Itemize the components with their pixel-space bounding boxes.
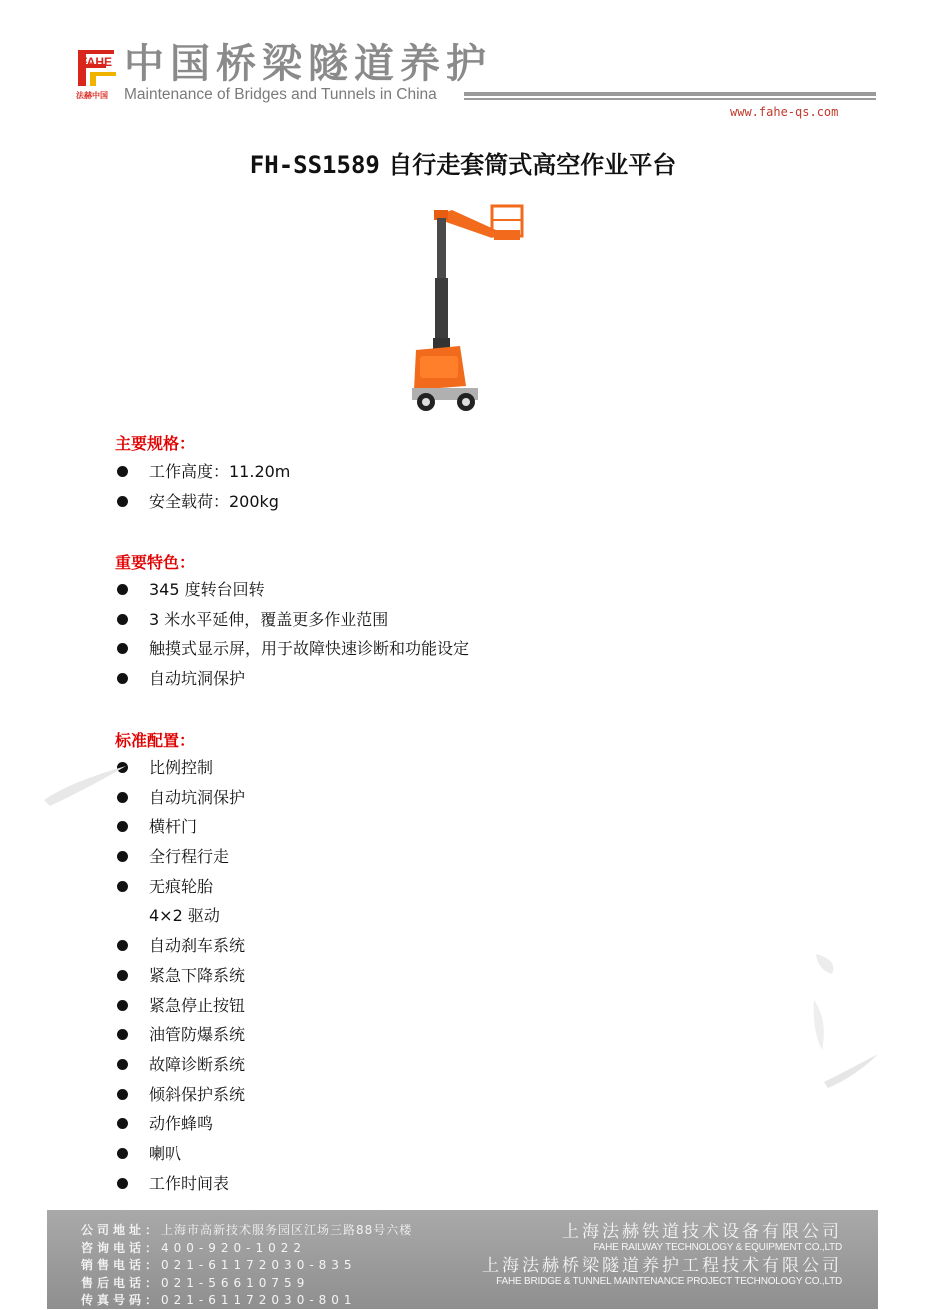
list-item: 动作蜂鸣 xyxy=(115,1109,245,1139)
company-railway-cn: 上海法赫铁道技术设备有限公司 xyxy=(562,1222,842,1242)
bullet-icon xyxy=(117,1118,128,1129)
list-item: 工作时间表 xyxy=(115,1169,245,1199)
header-rule xyxy=(464,92,876,96)
list-item: 喇叭 xyxy=(115,1139,245,1169)
bullet-icon xyxy=(117,881,128,892)
bullet-icon xyxy=(117,1089,128,1100)
company-bridge-tunnel xyxy=(482,1256,842,1288)
list-item: 工作高度：11.20m xyxy=(115,457,290,487)
footer-bar xyxy=(47,1210,878,1309)
bullet-icon xyxy=(117,1178,128,1189)
bullet-icon xyxy=(117,673,128,684)
model-number: FH-SS1589 xyxy=(249,151,380,179)
list-item: 3 米水平延伸，覆盖更多作业范围 xyxy=(115,605,469,635)
list-item: 比例控制 xyxy=(115,753,245,783)
bullet-icon xyxy=(117,496,128,507)
bullet-icon xyxy=(117,466,128,477)
company-railway xyxy=(562,1222,842,1254)
bullet-icon xyxy=(117,643,128,654)
fahe-logo xyxy=(76,42,118,102)
list-item: 故障诊断系统 xyxy=(115,1050,245,1080)
header-rule-thin xyxy=(464,98,876,100)
aerial-work-platform-photo xyxy=(404,200,528,416)
list-item: 油管防爆系统 xyxy=(115,1020,245,1050)
contact-hotline: 咨询电话：400-920-1022 xyxy=(81,1240,307,1255)
list-item: 自动刹车系统 xyxy=(115,931,245,961)
list-item: 4×2 驱动 xyxy=(149,906,220,926)
bullet-icon xyxy=(117,851,128,862)
bullet-icon xyxy=(117,1148,128,1159)
company-bridge-tunnel-cn: 上海法赫桥梁隧道养护工程技术有限公司 xyxy=(482,1256,842,1276)
svg-text:FAHE: FAHE xyxy=(79,55,113,69)
brush-stroke-decoration xyxy=(40,760,130,810)
contact-info xyxy=(81,1222,412,1310)
contact-after-sales: 售后电话：021-56610759 xyxy=(81,1275,310,1290)
specs-list xyxy=(115,457,290,516)
contact-address: 公司地址：上海市高新技术服务园区江场三路88号六楼 xyxy=(81,1223,413,1237)
bullet-icon xyxy=(117,614,128,625)
bullet-icon xyxy=(117,970,128,981)
company-railway-en: FAHE RAILWAY TECHNOLOGY & EQUIPMENT CO.,LTD xyxy=(593,1242,842,1253)
bullet-icon xyxy=(117,940,128,951)
bullet-icon xyxy=(117,1059,128,1070)
company-bridge-tunnel-en: FAHE BRIDGE & TUNNEL MAINTENANCE PROJECT TECHNOLOGY CO.,LTD xyxy=(496,1276,842,1287)
contact-fax: 传真号码：021-61172030-801 xyxy=(81,1293,357,1307)
standard-config-heading: 标准配置： xyxy=(115,731,196,750)
standard-config-list xyxy=(115,753,245,1198)
list-item: 横杆门 xyxy=(115,812,245,842)
list-item: 紧急下降系统 xyxy=(115,961,245,991)
specs-heading: 主要规格： xyxy=(115,434,196,453)
list-item: 触摸式显示屏，用于故障快速诊断和功能设定 xyxy=(115,634,469,664)
list-item: 安全载荷：200kg xyxy=(115,487,290,517)
list-item: 紧急停止按钮 xyxy=(115,991,245,1021)
logo-caption: 法赫中国 xyxy=(76,91,108,100)
features-heading: 重要特色： xyxy=(115,553,196,572)
list-item: 自动坑洞保护 xyxy=(115,783,245,813)
bullet-icon xyxy=(117,584,128,595)
product-name: 自行走套筒式高空作业平台 xyxy=(388,151,677,179)
brand-name-cn: 中国桥梁隧道养护 xyxy=(124,41,492,87)
bullet-icon xyxy=(117,821,128,832)
website-link[interactable]: www.fahe-qs.com xyxy=(730,105,839,119)
features-list xyxy=(115,575,469,694)
page-title xyxy=(0,145,926,180)
contact-sales: 销售电话：021-61172030-835 xyxy=(81,1258,357,1272)
list-item: 全行程行走 xyxy=(115,842,245,872)
list-item: 345 度转台回转 xyxy=(115,575,469,605)
bullet-icon xyxy=(117,1029,128,1040)
brand-name-en: Maintenance of Bridges and Tunnels in China xyxy=(124,86,437,103)
list-item: 自动坑洞保护 xyxy=(115,664,469,694)
bullet-icon xyxy=(117,1000,128,1011)
brush-stroke-decoration xyxy=(808,950,888,1090)
list-item: 倾斜保护系统 xyxy=(115,1080,245,1110)
list-item: 无痕轮胎 xyxy=(115,872,245,902)
